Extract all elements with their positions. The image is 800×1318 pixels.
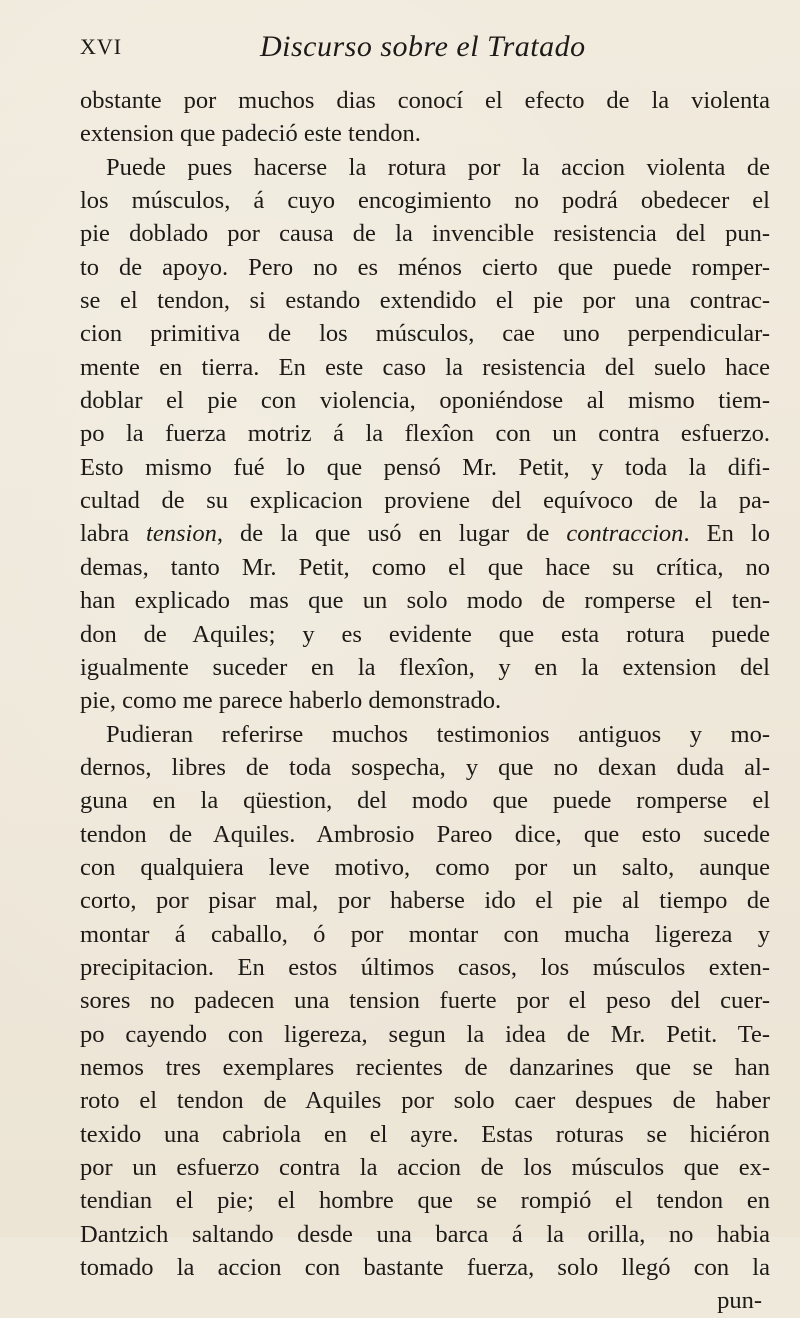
text-run: . En lo [683,520,770,548]
text-run: labra [80,520,147,548]
text-line: po cayendo con ligereza, segun la idea de Mr. Petit. Te- [80,1020,770,1048]
text-line: por un esfuerzo contra la accion de los músculos que ex- [80,1154,770,1181]
text-run: , de la que usó en lugar de [216,520,567,548]
text-line: to de apoyo. Pero no es ménos cierto que puede romper- [80,253,770,281]
text-line: texido una cabriola en el ayre. Estas roturas se hiciéron [80,1120,770,1148]
text-line: cion primitiva de los músculos, cae uno perpendicular- [80,320,770,348]
text-line: mente en tierra. En este caso la resistencia del suelo hace [80,353,770,381]
text-line: nemos tres exemplares recientes de danzarines que se han [80,1053,770,1081]
text-line: tendian el pie; el hombre que se rompió el tendon en [80,1187,770,1215]
text-line: Esto mismo fué lo que pensó Mr. Petit, y toda la difi- [80,453,770,481]
text-line: Puede pues hacerse la rotura por la accion violenta de [106,153,770,181]
text-line: tendon de Aquiles. Ambrosio Pareo dice, que esto sucede [80,820,770,848]
text-line: pie, como me parece haberlo demonstrado. [80,687,502,715]
text-line: po la fuerza motriz á la flexîon con un contra esfuerzo. [80,420,770,448]
italic-term-tension: tension [146,520,217,548]
text-line: Pudieran referirse muchos testimonios antiguos y mo- [106,720,770,748]
text-line: los músculos, á cuyo encogimiento no podrá obedecer el [80,187,770,215]
text-line: montar á caballo, ó por montar con mucha ligereza y [80,920,770,948]
text-line: sores no padecen una tension fuerte por el peso del cuer- [80,987,770,1015]
text-line: demas, tanto Mr. Petit, como el que hace su crítica, no [80,553,770,581]
text-line: cultad de su explicacion proviene del equívoco de la pa- [80,487,770,515]
text-line: extension que padeció este tendon. [80,120,421,148]
catchword: pun- [717,1287,762,1315]
text-line: se el tendon, si estando extendido el pie por una contrac- [80,287,770,315]
text-line: obstante por muchos dias conocí el efecto de la violenta [80,87,770,114]
text-line: con qualquiera leve motivo, como por un salto, aunque [80,853,770,881]
text-line: dernos, libres de toda sospecha, y que no dexan duda al- [80,753,770,781]
text-line: corto, por pisar mal, por haberse ido el pie al tiempo de [80,887,770,915]
page-number: XVI [80,34,123,59]
text-line: igualmente suceder en la flexîon, y en la extension del [80,653,770,681]
text-line: don de Aquiles; y es evidente que esta rotura puede [80,620,770,648]
text-line: Dantzich saltando desde una barca á la orilla, no habia [80,1220,770,1248]
running-head: Discurso sobre el Tratado [260,30,586,63]
text-line: roto el tendon de Aquiles por solo caer despues de haber [80,1087,770,1115]
text-line: doblar el pie con violencia, oponiéndose al mismo tiem- [80,387,770,415]
page-header [80,30,760,70]
text-line-with-italics [80,517,770,550]
text-line: pie doblado por causa de la invencible resistencia del pun- [80,220,770,248]
text-line: guna en la qüestion, del modo que puede romperse el [80,787,770,815]
text-line: tomado la accion con bastante fuerza, solo llegó con la [80,1254,770,1282]
body-text [80,84,770,1318]
text-line: han explicado mas que un solo modo de romperse el ten- [80,587,770,615]
italic-term-contraccion: contraccion [566,520,684,548]
text-line: precipitacion. En estos últimos casos, los músculos exten- [80,953,770,981]
